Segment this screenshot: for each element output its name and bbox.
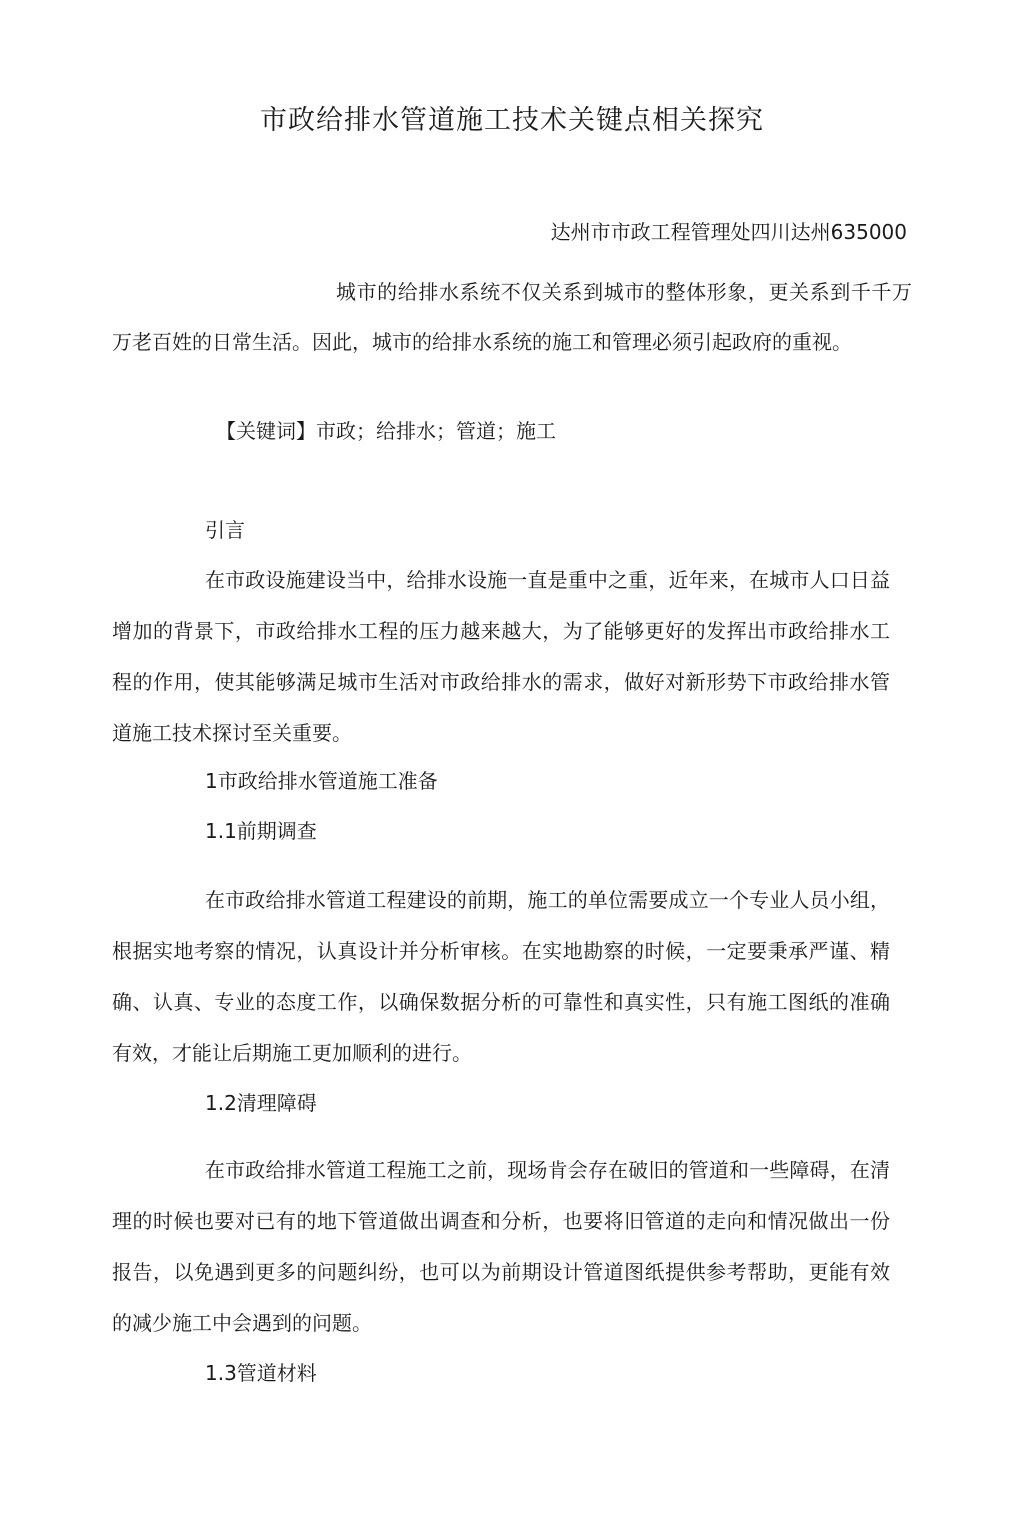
section-1-heading: 1市政给排水管道施工准备 — [205, 769, 438, 793]
author-affiliation: 达州市市政工程管理处四川达州635000 — [550, 220, 907, 244]
subsection-1-1-heading: 1.1前期调查 — [205, 819, 317, 843]
subsection-1-2-heading: 1.2清理障碍 — [205, 1091, 317, 1115]
subsection-1-3-heading: 1.3管道材料 — [205, 1361, 317, 1385]
subsection-1-1-paragraph: 在市政给排水管道工程建设的前期，施工的单位需要成立一个专业人员小组，根据实地考察的情况，认真设计并分析审核。在实地勘察的时候，一定要秉承严谨、精确、认真、专业的态度工作，以确保数据分析的可靠性和真实性，只有施工图纸的准确有效，才能让后期施工更加顺利的进行。 — [112, 888, 890, 1065]
intro-paragraph: 在市政设施建设当中，给排水设施一直是重中之重，近年来，在城市人口日益增加的背景下，市政给排水工程的压力越来越大，为了能够更好的发挥出市政给排水工程的作用，使其能够满足城市生活对市政给排水的需求，做好对新形势下市政给排水管道施工技术探讨至关重要。 — [112, 568, 890, 745]
intro-heading: 引言 — [205, 518, 245, 542]
document-title: 市政给排水管道施工技术关键点相关探究 — [260, 105, 764, 136]
keywords: 【关键词】市政；给排水；管道；施工 — [216, 419, 556, 443]
abstract-paragraph: 城市的给排水系统不仅关系到城市的整体形象，更关系到千千万万老百姓的日常生活。因此，城市的给排水系统的施工和管理必须引起政府的重视。 — [112, 280, 912, 354]
subsection-1-2-paragraph: 在市政给排水管道工程施工之前，现场肯会存在破旧的管道和一些障碍，在清理的时候也要对已有的地下管道做出调查和分析，也要将旧管道的走向和情况做出一份报告，以免遇到更多的问题纠纷，也可以为前期设计管道图纸提供参考帮助，更能有效的减少施工中会遇到的问题。 — [112, 1158, 890, 1335]
